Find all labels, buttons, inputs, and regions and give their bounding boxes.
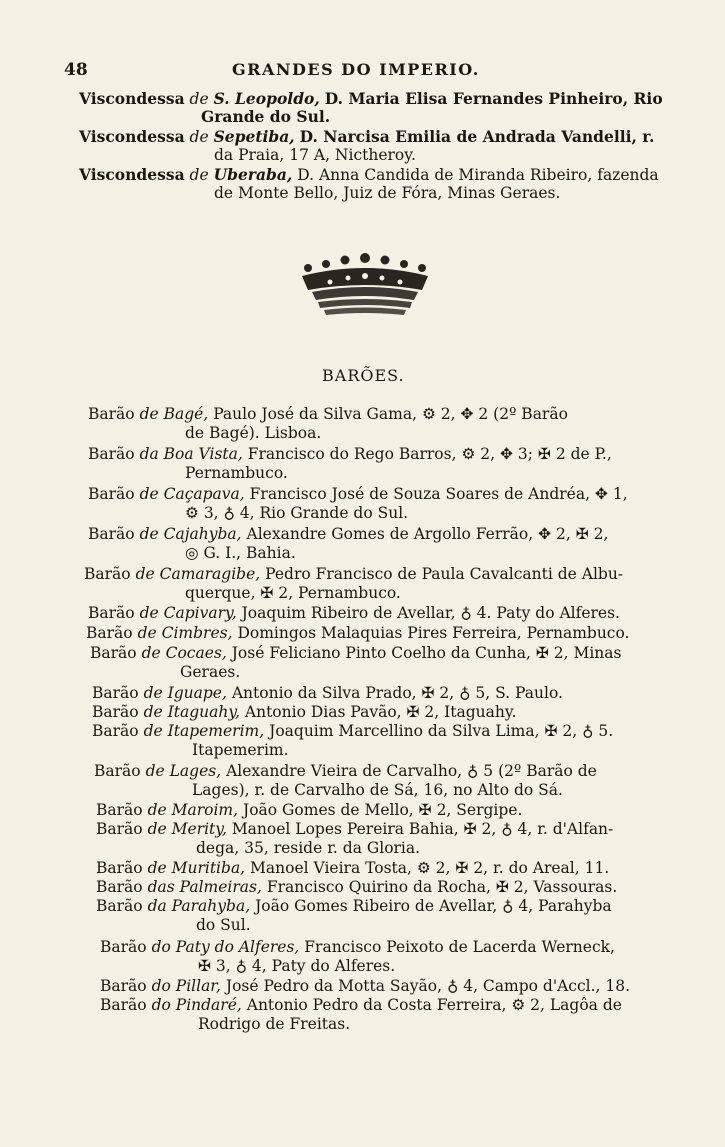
entry-title: Barão [92, 722, 139, 740]
entry-title: Barão [94, 762, 141, 780]
baron-continuation: Rodrigo de Freitas. [198, 1015, 351, 1033]
baron-continuation: Pernambuco. [185, 464, 288, 482]
running-title: GRANDES DO IMPERIO. [232, 60, 480, 79]
entry-place: Sepetiba, [213, 127, 295, 146]
entry-continuation: da Praia, 17 A, Nictheroy. [214, 146, 416, 164]
entry-title: Barão [92, 703, 139, 721]
entry-title: Barão [100, 977, 147, 995]
entry-continuation: Grande do Sul. [201, 107, 331, 126]
entry-particle: de [139, 604, 159, 622]
baron-entry [88, 485, 628, 504]
baron-entry [92, 722, 613, 741]
entry-name: Manoel Vieira Tosta, ⚙ 2, ✠ 2, r. do Areal, 11. [250, 859, 610, 877]
entry-name: Manoel Lopes Pereira Bahia, ✠ 2, ♁ 4, r. d'Alfan- [231, 820, 614, 838]
entry-title: Viscondessa [79, 165, 185, 184]
entry-title: Viscondessa [79, 89, 185, 108]
entry-particle: de [143, 703, 163, 721]
baron-entry [90, 644, 621, 663]
entry-name: D. Anna Candida de Miranda Ribeiro, fazenda [297, 166, 659, 184]
entry-particle: de [189, 90, 209, 108]
entry-place: Maroim, [171, 801, 239, 819]
entry-name: Pedro Francisco de Paula Cavalcanti de Albu- [265, 565, 624, 583]
baron-continuation: querque, ✠ 2, Pernambuco. [185, 584, 401, 602]
entry-title: Barão [86, 624, 133, 642]
entry-title: Barão [100, 996, 147, 1014]
entry-title: Barão [84, 565, 131, 583]
entry-place: Itaguahy, [167, 703, 240, 721]
baron-entry [100, 938, 615, 957]
entry-particle: da [147, 897, 167, 915]
entry-title: Barão [90, 644, 137, 662]
baron-entry [100, 977, 630, 996]
baron-continuation: Lages), r. de Carvalho de Sá, 16, no Alto do Sá. [192, 781, 563, 799]
entry-name: Domingos Malaquias Pires Ferreira, Pernambuco. [237, 624, 630, 642]
entry-title: Viscondessa [79, 127, 185, 146]
entry-title: Barão [88, 525, 135, 543]
entry-title: Barão [96, 878, 143, 896]
entry-particle: de [147, 801, 167, 819]
baron-entry [100, 996, 622, 1015]
entry-particle: de [189, 128, 209, 146]
baron-entry [92, 684, 563, 703]
entry-place: Caçapava, [163, 485, 245, 503]
entry-particle: do [151, 938, 171, 956]
entry-place: Bagé, [163, 405, 209, 423]
entry-place: Cimbres, [161, 624, 233, 642]
entry-name: João Gomes Ribeiro de Avellar, ♁ 4, Parahyba [255, 897, 612, 915]
entry-place: Boa Vista, [163, 445, 243, 463]
entry-place: S. Leopoldo, [213, 89, 320, 108]
entry-title: Barão [88, 405, 135, 423]
entry-place: Pillar, [175, 977, 221, 995]
baron-continuation: ✠ 3, ♁ 4, Paty do Alferes. [198, 957, 396, 975]
entry-particle: de [147, 859, 167, 877]
entry-particle: da [139, 445, 159, 463]
entry-particle: de [139, 525, 159, 543]
baron-entry [96, 820, 613, 839]
entry-name: Antonio da Silva Prado, ✠ 2, ♁ 5, S. Paulo. [231, 684, 563, 702]
page-header [64, 60, 664, 84]
entry-particle: de [139, 405, 159, 423]
baron-entry [96, 897, 612, 916]
baron-entry [88, 445, 612, 464]
entry-place: Parahyba, [171, 897, 251, 915]
entry-name: D. Maria Elisa Fernandes Pinheiro, Rio [324, 89, 663, 108]
entry-name: José Feliciano Pinto Coelho da Cunha, ✠ 2, Minas [231, 644, 622, 662]
entry-name: João Gomes de Mello, ✠ 2, Sergipe. [242, 801, 523, 819]
entry-place: Palmeiras, [179, 878, 262, 896]
entry-place: Uberaba, [213, 165, 293, 184]
entry-place: Lages, [169, 762, 222, 780]
entry-title: Barão [88, 604, 135, 622]
baron-entry [86, 624, 629, 643]
baron-entry [96, 859, 609, 878]
entry-place: Pindaré, [175, 996, 242, 1014]
baron-entry [96, 878, 617, 897]
entry-name: Francisco Peixoto de Lacerda Werneck, [304, 938, 615, 956]
baron-entry [84, 565, 623, 584]
entry-name: D. Narcisa Emilia de Andrada Vandelli, r. [299, 127, 655, 146]
entry-continuation: de Monte Bello, Juiz de Fóra, Minas Geraes. [214, 184, 561, 202]
entry-particle: de [141, 644, 161, 662]
entry-place: Merity, [171, 820, 227, 838]
entry-title: Barão [96, 801, 143, 819]
baron-continuation: de Bagé). Lisboa. [185, 424, 322, 442]
entry-particle: de [135, 565, 155, 583]
entry-place: Muritiba, [171, 859, 246, 877]
entry-title: Barão [96, 820, 143, 838]
entry-place: Capivary, [163, 604, 237, 622]
entry-name: Joaquim Ribeiro de Avellar, ♁ 4. Paty do Alferes. [241, 604, 620, 622]
baron-entry [88, 525, 608, 544]
baron-continuation: dega, 35, reside r. da Gloria. [196, 839, 421, 857]
entry-name: Alexandre Gomes de Argollo Ferrão, ✥ 2, ✠ 2, [246, 525, 609, 543]
entry-name: Antonio Dias Pavão, ✠ 2, Itaguahy. [244, 703, 517, 721]
entry-name: Francisco José de Souza Soares de Andréa, ✥ 1, [249, 485, 628, 503]
entry-particle: de [147, 820, 167, 838]
baron-continuation: Geraes. [180, 663, 241, 681]
entry-title: Barão [92, 684, 139, 702]
viscondessa-entry [79, 166, 679, 202]
entry-title: Barão [88, 445, 135, 463]
entry-name: Antonio Pedro da Costa Ferreira, ⚙ 2, Lagôa de [246, 996, 622, 1014]
entry-name: Joaquim Marcellino da Silva Lima, ✠ 2, ♁ 5. [269, 722, 614, 740]
entry-name: Francisco Quirino da Rocha, ✠ 2, Vassouras. [266, 878, 618, 896]
entry-place: Paty do Alferes, [175, 938, 300, 956]
baron-entry [88, 604, 620, 623]
baron-entry [96, 801, 522, 820]
entry-particle: do [151, 977, 171, 995]
viscondessa-entry [79, 128, 679, 164]
entry-particle: de [143, 684, 163, 702]
entry-particle: de [143, 722, 163, 740]
entry-title: Barão [96, 897, 143, 915]
entry-place: Cocaes, [165, 644, 227, 662]
baron-continuation: ⚙ 3, ♁ 4, Rio Grande do Sul. [185, 504, 409, 522]
entry-place: Camaragibe, [159, 565, 261, 583]
entry-particle: de [189, 166, 209, 184]
entry-name: José Pedro da Motta Sayão, ♁ 4, Campo d'Accl., 18. [225, 977, 631, 995]
baron-continuation: ◎ G. I., Bahia. [185, 544, 296, 562]
entry-name: Alexandre Vieira de Carvalho, ♁ 5 (2º Barão de [226, 762, 597, 780]
entry-name: Paulo José da Silva Gama, ⚙ 2, ✥ 2 (2º Barão [213, 405, 568, 423]
entry-place: Iguape, [167, 684, 227, 702]
baron-entry [94, 762, 597, 781]
baron-continuation: do Sul. [196, 916, 251, 934]
entry-title: Barão [100, 938, 147, 956]
entry-title: Barão [96, 859, 143, 877]
baron-entry [92, 703, 516, 722]
page-number: 48 [64, 60, 88, 80]
entry-place: Itapemerim, [167, 722, 265, 740]
entry-particle: de [145, 762, 165, 780]
entry-particle: de [139, 485, 159, 503]
entry-particle: do [151, 996, 171, 1014]
entry-particle: das [147, 878, 175, 896]
baron-entry [88, 405, 568, 424]
entry-name: Francisco do Rego Barros, ⚙ 2, ✥ 3; ✠ 2 de P., [247, 445, 612, 463]
section-title-baroes: BARÕES. [322, 366, 405, 385]
entry-particle: de [137, 624, 157, 642]
entry-place: Cajahyba, [163, 525, 242, 543]
viscondessa-entry [79, 90, 679, 126]
crown-ornament-icon [290, 250, 440, 322]
entry-title: Barão [88, 485, 135, 503]
baron-continuation: Itapemerim. [192, 741, 289, 759]
